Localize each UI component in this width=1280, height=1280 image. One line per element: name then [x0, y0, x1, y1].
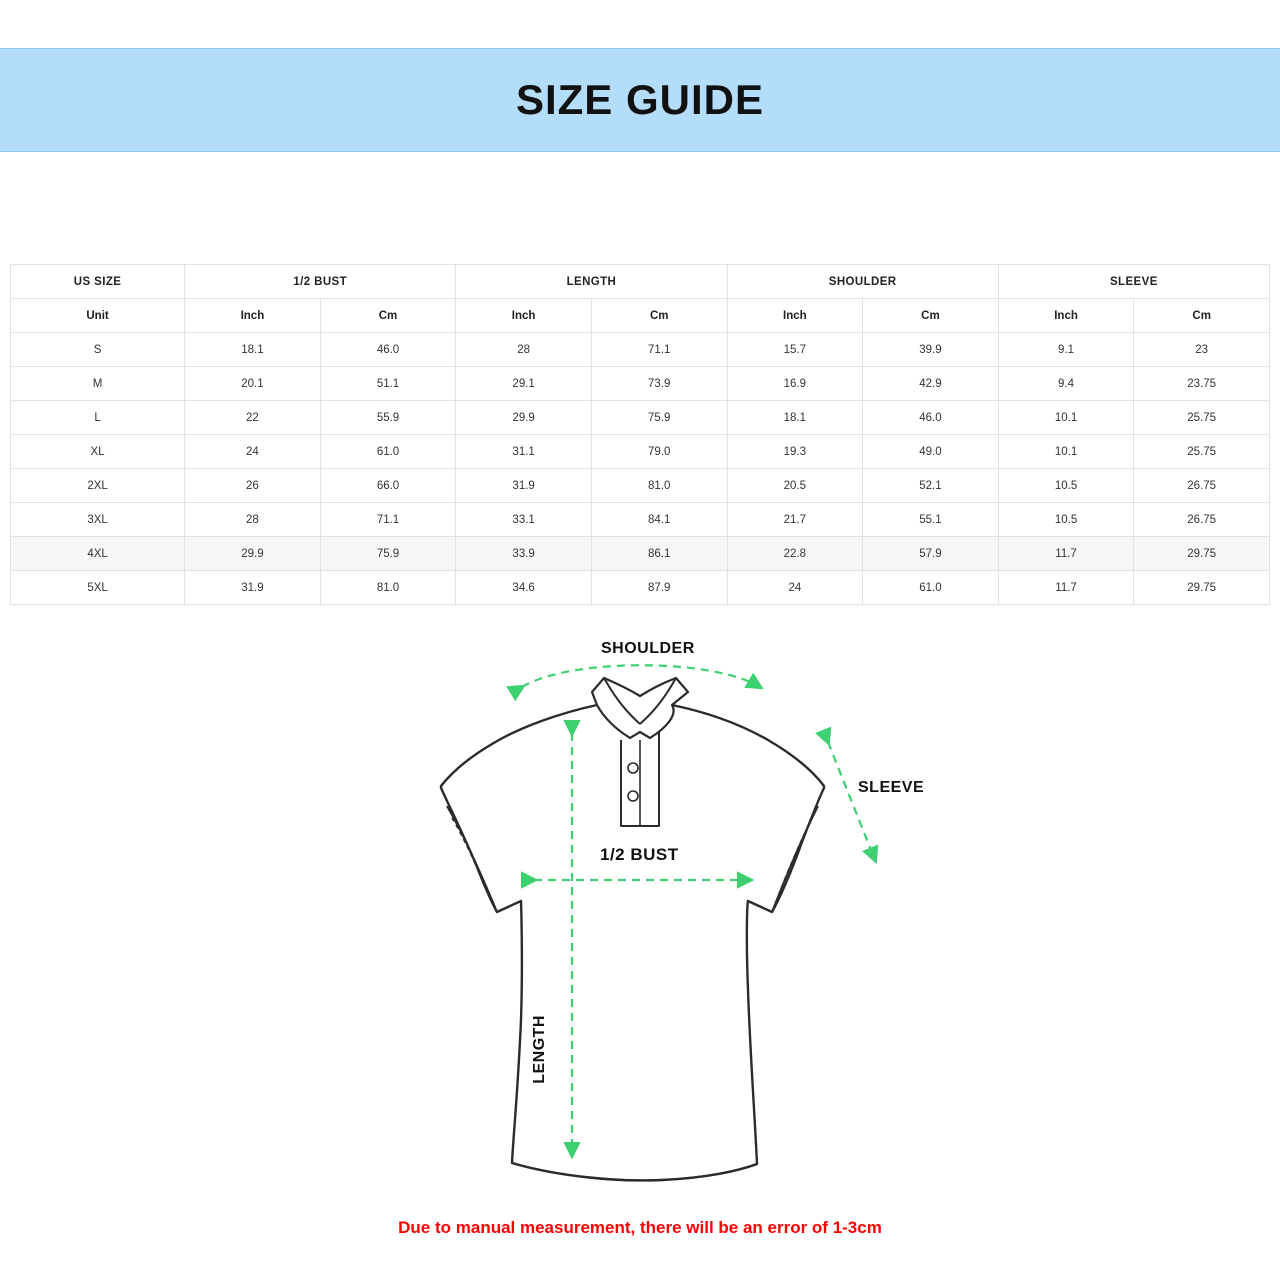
unit-label: Unit: [11, 299, 185, 333]
table-row: [11, 469, 1270, 503]
cell-shoulder-inch: 18.1: [727, 401, 863, 435]
cell-bust-cm: 66.0: [320, 469, 456, 503]
table-row: [11, 367, 1270, 401]
cell-bust-inch: 20.1: [185, 367, 321, 401]
cell-size: M: [11, 367, 185, 401]
cell-sleeve-inch: 10.1: [998, 435, 1134, 469]
polo-shirt-diagram: [0, 620, 1280, 1200]
cell-length-cm: 71.1: [591, 333, 727, 367]
sleeve-measure-arrow: [828, 742, 875, 860]
cell-sleeve-cm: 25.75: [1134, 435, 1270, 469]
group-header-shoulder: SHOULDER: [727, 265, 998, 299]
cell-bust-cm: 81.0: [320, 571, 456, 605]
unit-bust-inch: Inch: [185, 299, 321, 333]
unit-sleeve-cm: Cm: [1134, 299, 1270, 333]
cell-shoulder-inch: 21.7: [727, 503, 863, 537]
cell-length-cm: 73.9: [591, 367, 727, 401]
cell-length-inch: 33.1: [456, 503, 592, 537]
table-row: [11, 571, 1270, 605]
cell-size: 2XL: [11, 469, 185, 503]
cell-bust-inch: 18.1: [185, 333, 321, 367]
cell-size: L: [11, 401, 185, 435]
cell-sleeve-cm: 29.75: [1134, 571, 1270, 605]
unit-bust-cm: Cm: [320, 299, 456, 333]
cell-length-cm: 87.9: [591, 571, 727, 605]
cell-shoulder-inch: 16.9: [727, 367, 863, 401]
cell-bust-cm: 55.9: [320, 401, 456, 435]
cell-bust-inch: 26: [185, 469, 321, 503]
table-row: [11, 401, 1270, 435]
length-label: LENGTH: [531, 1015, 548, 1084]
table-row: [11, 333, 1270, 367]
cell-sleeve-cm: 25.75: [1134, 401, 1270, 435]
cell-bust-inch: 22: [185, 401, 321, 435]
cell-size: 3XL: [11, 503, 185, 537]
cell-shoulder-cm: 61.0: [863, 571, 999, 605]
cell-length-inch: 33.9: [456, 537, 592, 571]
cell-bust-cm: 75.9: [320, 537, 456, 571]
cell-sleeve-inch: 10.5: [998, 503, 1134, 537]
size-table: [10, 264, 1270, 605]
shoulder-measure-arrow: [522, 665, 760, 687]
cell-sleeve-cm: 23.75: [1134, 367, 1270, 401]
cell-length-inch: 34.6: [456, 571, 592, 605]
cell-shoulder-cm: 39.9: [863, 333, 999, 367]
size-table-wrapper: [10, 264, 1270, 605]
cell-bust-cm: 61.0: [320, 435, 456, 469]
cell-shoulder-cm: 49.0: [863, 435, 999, 469]
cell-size: 4XL: [11, 537, 185, 571]
cell-shoulder-inch: 20.5: [727, 469, 863, 503]
cell-length-inch: 31.9: [456, 469, 592, 503]
cell-bust-inch: 31.9: [185, 571, 321, 605]
cell-sleeve-inch: 11.7: [998, 571, 1134, 605]
shoulder-label: SHOULDER: [601, 640, 695, 657]
cell-bust-cm: 51.1: [320, 367, 456, 401]
group-header-bust: 1/2 BUST: [185, 265, 456, 299]
cell-shoulder-inch: 24: [727, 571, 863, 605]
cell-sleeve-inch: 9.4: [998, 367, 1134, 401]
cell-length-inch: 29.9: [456, 401, 592, 435]
shirt-outline: [441, 678, 824, 1180]
cell-size: XL: [11, 435, 185, 469]
cell-length-cm: 79.0: [591, 435, 727, 469]
group-header-sleeve: SLEEVE: [998, 265, 1269, 299]
table-row: [11, 503, 1270, 537]
cell-shoulder-inch: 15.7: [727, 333, 863, 367]
cell-length-inch: 31.1: [456, 435, 592, 469]
cell-sleeve-inch: 9.1: [998, 333, 1134, 367]
cell-bust-inch: 24: [185, 435, 321, 469]
cell-length-cm: 81.0: [591, 469, 727, 503]
cell-bust-cm: 46.0: [320, 333, 456, 367]
cell-shoulder-cm: 52.1: [863, 469, 999, 503]
cell-sleeve-cm: 26.75: [1134, 469, 1270, 503]
bust-label: 1/2 BUST: [600, 845, 679, 864]
table-row: [11, 537, 1270, 571]
cell-shoulder-cm: 57.9: [863, 537, 999, 571]
table-unit-row: [11, 299, 1270, 333]
cell-length-cm: 86.1: [591, 537, 727, 571]
cell-length-inch: 28: [456, 333, 592, 367]
cell-length-cm: 75.9: [591, 401, 727, 435]
cell-sleeve-cm: 29.75: [1134, 537, 1270, 571]
cell-shoulder-inch: 22.8: [727, 537, 863, 571]
cell-shoulder-inch: 19.3: [727, 435, 863, 469]
cell-length-inch: 29.1: [456, 367, 592, 401]
cell-bust-inch: 29.9: [185, 537, 321, 571]
measurement-disclaimer: Due to manual measurement, there will be an error of 1-3cm: [398, 1218, 882, 1237]
header-banner: [0, 48, 1280, 152]
cell-length-cm: 84.1: [591, 503, 727, 537]
cell-size: 5XL: [11, 571, 185, 605]
page-title: SIZE GUIDE: [515, 76, 765, 123]
cell-sleeve-inch: 11.7: [998, 537, 1134, 571]
sleeve-label: SLEEVE: [858, 779, 925, 796]
table-group-header-row: [11, 265, 1270, 299]
unit-shoulder-inch: Inch: [727, 299, 863, 333]
unit-length-cm: Cm: [591, 299, 727, 333]
unit-sleeve-inch: Inch: [998, 299, 1134, 333]
cell-sleeve-inch: 10.5: [998, 469, 1134, 503]
group-header-us-size: US SIZE: [11, 265, 185, 299]
cell-shoulder-cm: 46.0: [863, 401, 999, 435]
table-row: [11, 435, 1270, 469]
cell-bust-cm: 71.1: [320, 503, 456, 537]
cell-shoulder-cm: 55.1: [863, 503, 999, 537]
cell-shoulder-cm: 42.9: [863, 367, 999, 401]
unit-shoulder-cm: Cm: [863, 299, 999, 333]
unit-length-inch: Inch: [456, 299, 592, 333]
cell-sleeve-inch: 10.1: [998, 401, 1134, 435]
cell-sleeve-cm: 26.75: [1134, 503, 1270, 537]
group-header-length: LENGTH: [456, 265, 727, 299]
cell-size: S: [11, 333, 185, 367]
cell-bust-inch: 28: [185, 503, 321, 537]
cell-sleeve-cm: 23: [1134, 333, 1270, 367]
